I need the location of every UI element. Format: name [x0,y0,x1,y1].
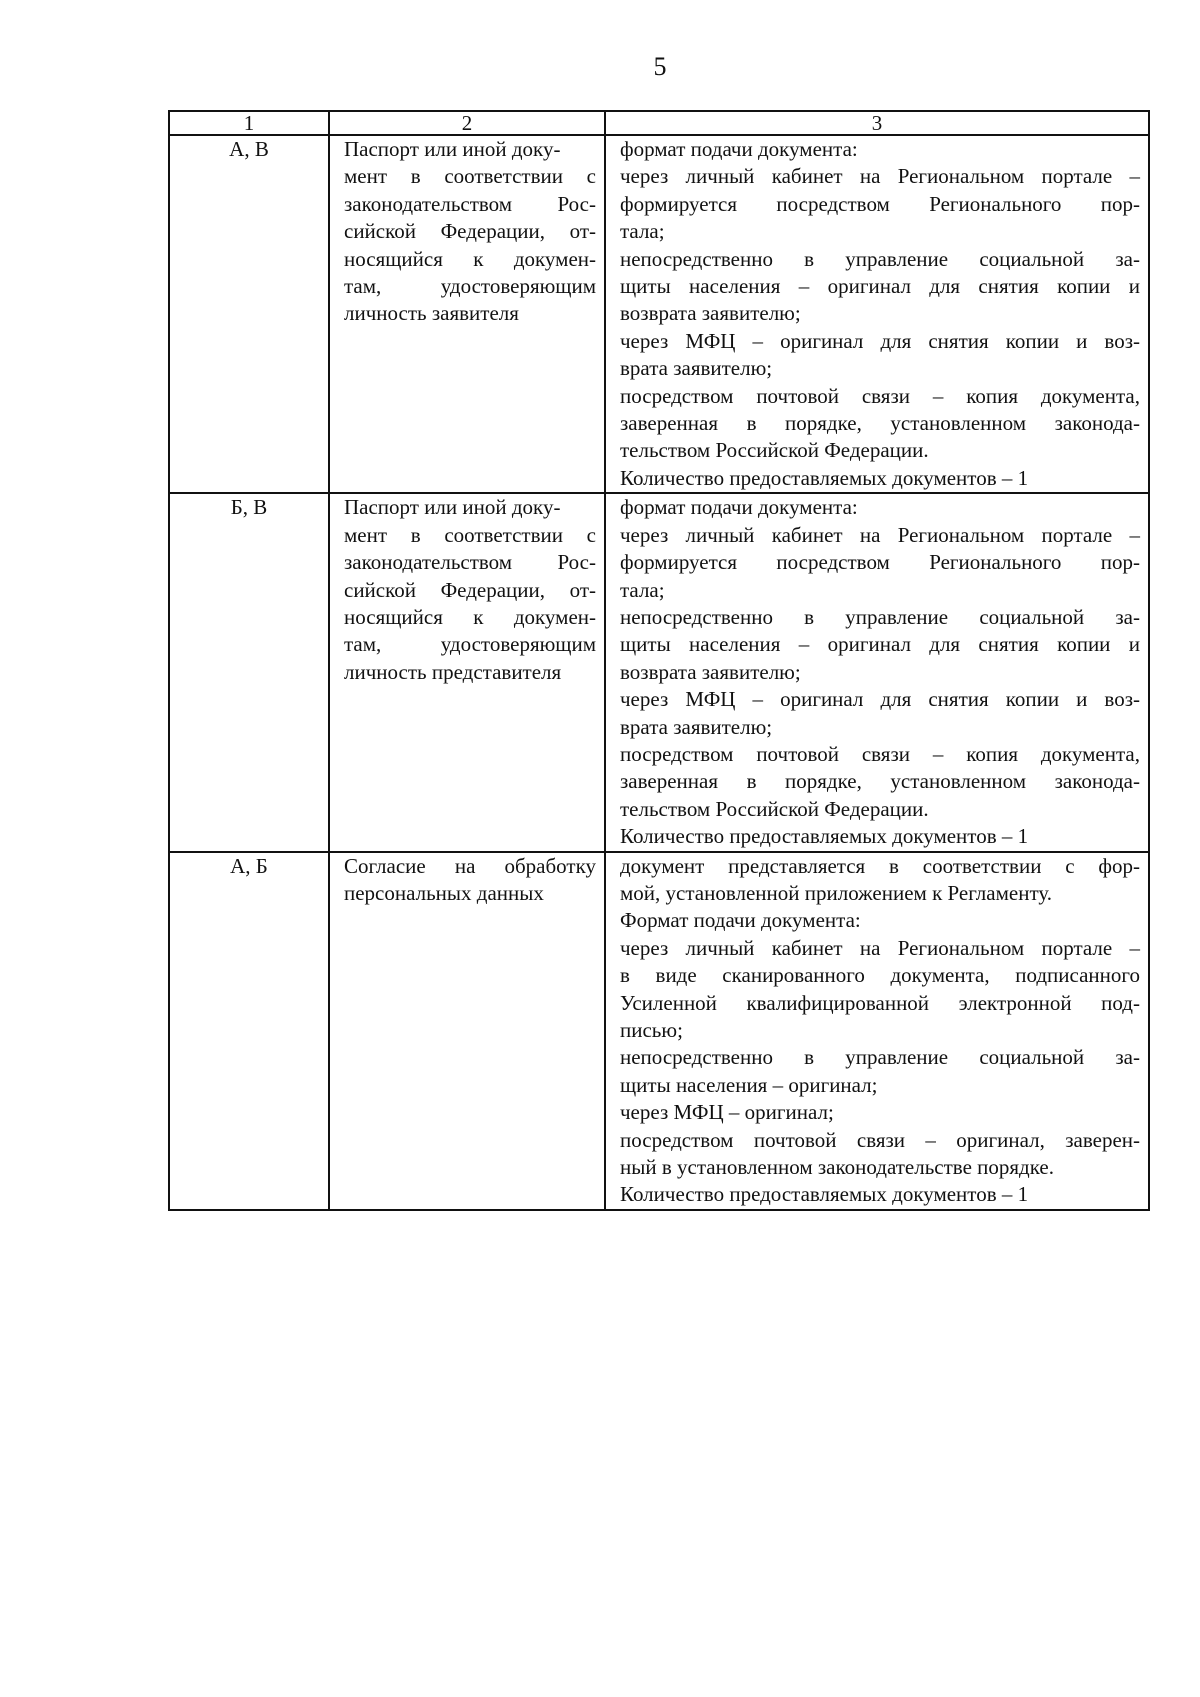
text-line: через МФЦ – оригинал для снятия копии и воз- [620,328,1140,353]
text-line: щиты населения – оригинал для снятия копии и [620,632,1140,657]
text-line: мент в соответствии с [344,164,596,189]
submission-format-cell [605,135,1149,493]
submission-format-cell [605,493,1149,851]
text-line: формируется посредством Регионального пор- [620,550,1140,575]
text-line: через личный кабинет на Региональном портале – [620,164,1140,189]
text-line: мент в соответствии с [344,522,596,547]
document-name-cell [329,135,605,493]
text-line: Паспорт или иной доку- [344,137,561,161]
text-line: законодательством Рос- [344,191,596,216]
category-cell: Б, В [169,493,329,851]
text-line: Количество предоставляемых документов – 1 [620,465,1029,490]
header-col-3: 3 [605,111,1149,135]
text-line: Усиленной квалифицированной электронной под- [620,990,1140,1015]
text-line: носящийся к докумен- [344,604,596,629]
table-row [169,493,1149,851]
text-line: возврата заявителю; [620,301,801,326]
table-body [169,135,1149,1210]
text-line: непосредственно в управление социальной за- [620,246,1140,271]
text-line: Формат подачи документа: [620,908,861,933]
text-line: посредством почтовой связи – копия документа, [620,741,1140,766]
text-line: персональных данных [344,880,544,905]
text-line: непосредственно в управление социальной за- [620,604,1140,629]
documents-table [168,110,1150,1211]
category-cell: А, Б [169,852,329,1210]
text-line: посредством почтовой связи – оригинал, заверен- [620,1127,1140,1152]
text-line: тельством Российской Федерации. [620,438,929,463]
text-line: заверенная в порядке, установленном законода- [620,411,1140,436]
text-line: Количество предоставляемых документов – 1 [620,824,1029,849]
category-cell: А, В [169,135,329,493]
text-line: щиты населения – оригинал; [620,1072,878,1097]
text-line: через личный кабинет на Региональном портале – [620,935,1140,960]
text-line: Паспорт или иной доку- [344,495,561,520]
header-col-2: 2 [329,111,605,135]
document-name-cell [329,493,605,851]
text-line: в виде сканированного документа, подписанного [620,963,1140,988]
text-line: мой, установленной приложением к Регламенту. [620,880,1052,905]
table-row [169,135,1149,493]
text-line: сийской Федерации, от- [344,219,596,244]
text-line: Согласие на обработку [344,853,596,878]
text-line: законодательством Рос- [344,550,596,575]
header-row [169,111,1149,135]
text-line: врата заявителю; [620,714,773,739]
text-line: заверенная в порядке, установленном законода- [620,769,1140,794]
text-line: возврата заявителю; [620,659,801,684]
text-line: через личный кабинет на Региональном портале – [620,522,1140,547]
text-line: документ представляется в соответствии с фор- [620,853,1140,878]
text-line: там, удостоверяющим [344,274,596,299]
text-line: непосредственно в управление социальной за- [620,1045,1140,1070]
table-header [169,111,1149,135]
text-line: посредством почтовой связи – копия документа, [620,383,1140,408]
text-line: формат подачи документа: [620,495,858,520]
text-line: формат подачи документа: [620,137,858,161]
text-line: Количество предоставляемых документов – 1 [620,1182,1029,1207]
text-line: формируется посредством Регионального пор- [620,191,1140,216]
document-name-cell [329,852,605,1210]
text-line: писью; [620,1018,683,1042]
text-line: там, удостоверяющим [344,632,596,657]
text-line: щиты населения – оригинал для снятия копии и [620,274,1140,299]
page-number: 5 [653,52,667,81]
text-line: через МФЦ – оригинал для снятия копии и воз- [620,687,1140,712]
submission-format-cell [605,852,1149,1210]
text-line: через МФЦ – оригинал; [620,1100,834,1125]
table-row [169,852,1149,1210]
text-line: сийской Федерации, от- [344,577,596,602]
text-line: тельством Российской Федерации. [620,796,929,821]
text-line: врата заявителю; [620,356,773,381]
text-line: ный в установленном законодательстве порядке. [620,1155,1054,1180]
text-line: носящийся к докумен- [344,246,596,271]
text-line: личность заявителя [344,301,519,326]
text-line: личность представителя [344,659,562,684]
header-col-1: 1 [169,111,329,135]
text-line: тала; [620,577,665,602]
text-line: тала; [620,219,665,244]
